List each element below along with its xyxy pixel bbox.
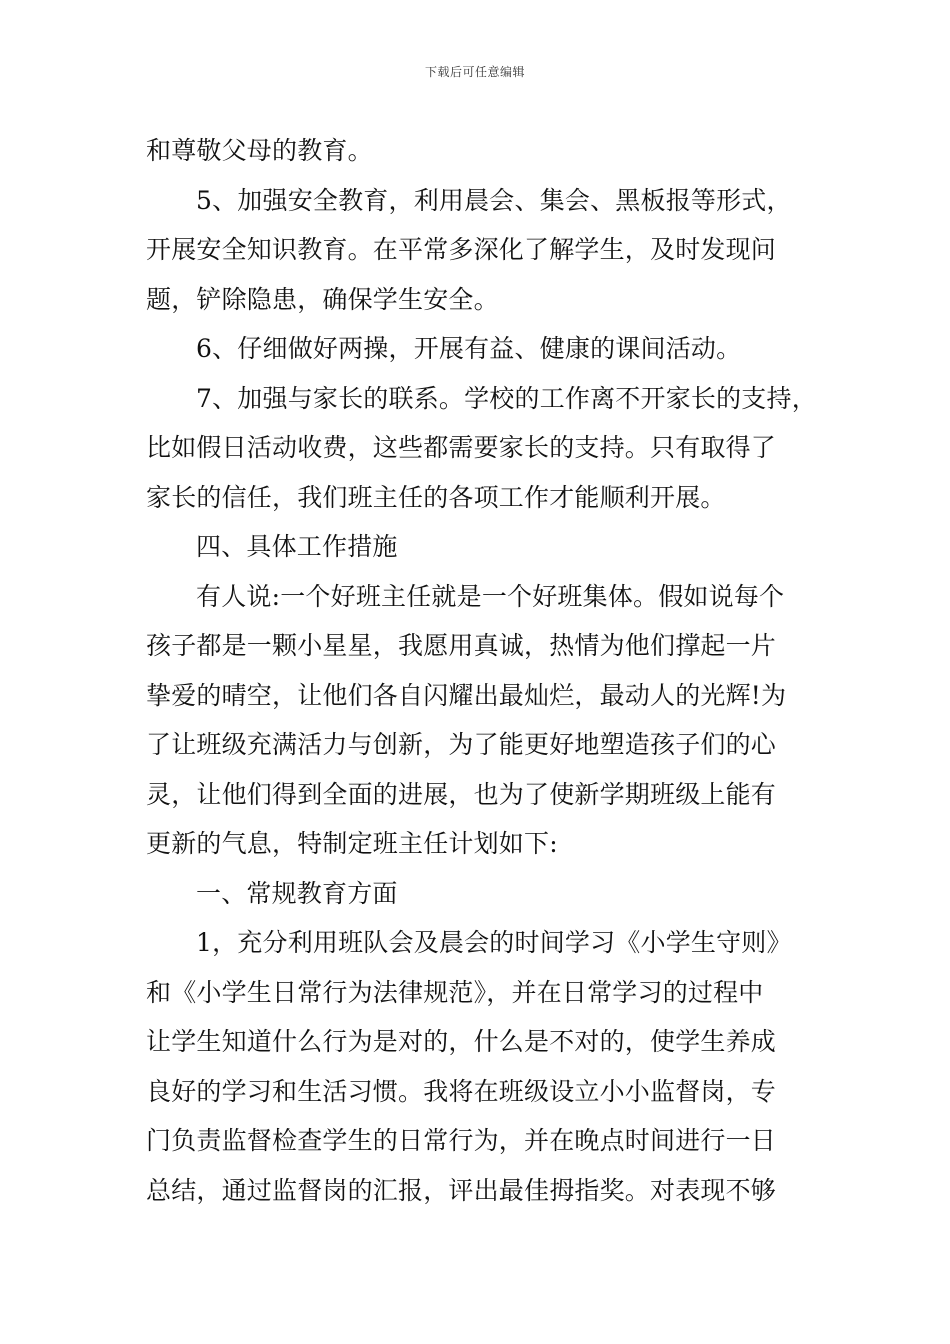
text-line: 1，充分利用班队会及晨会的时间学习《小学生守则》 — [196, 928, 792, 957]
section-heading: 一、常规教育方面 — [196, 878, 398, 908]
text-line: 7、加强与家长的联系。学校的工作离不开家长的支持， — [196, 383, 817, 413]
text-line: 孩子都是一颗小星星，我愿用真诚，热情为他们撑起一片 — [146, 631, 777, 660]
text-line: 让学生知道什么行为是对的，什么是不对的，使学生养成 — [146, 1027, 777, 1056]
text-line: 挚爱的晴空，让他们各自闪耀出最灿烂，最动人的光辉!为 — [146, 680, 787, 710]
text-line: 和尊敬父母的教育。 — [146, 136, 373, 165]
page-header-note: 下载后可任意编辑 — [424, 65, 525, 79]
text-line: 了让班级充满活力与创新，为了能更好地塑造孩子们的心 — [146, 730, 777, 759]
text-line: 总结，通过监督岗的汇报，评出最佳拇指奖。对表现不够 — [146, 1175, 777, 1205]
text-line: 良好的学习和生活习惯。我将在班级设立小小监督岗，专 — [146, 1076, 777, 1106]
text-line: 有人说:一个好班主任就是一个好班集体。假如说每个 — [196, 581, 785, 611]
text-line: 灵，让他们得到全面的进展，也为了使新学期班级上能有 — [146, 779, 777, 809]
section-heading: 四、具体工作措施 — [196, 532, 398, 561]
text-line: 5、加强安全教育，利用晨会、集会、黑板报等形式， — [196, 185, 792, 215]
text-line: 和《小学生日常行为法律规范》，并在日常学习的过程中 — [146, 977, 764, 1007]
document-body — [146, 126, 817, 1215]
text-line: 更新的气息，特制定班主任计划如下: — [146, 829, 558, 858]
text-line: 开展安全知识教育。在平常多深化了解学生，及时发现问 — [146, 235, 777, 264]
text-line: 门负责监督检查学生的日常行为，并在晚点时间进行一日 — [146, 1126, 777, 1155]
text-line: 6、仔细做好两操，开展有益、健康的课间活动。 — [196, 334, 742, 363]
text-line: 比如假日活动收费，这些都需要家长的支持。只有取得了 — [146, 433, 777, 462]
text-line: 家长的信任，我们班主任的各项工作才能顺利开展。 — [146, 482, 726, 512]
text-line: 题，铲除隐患，确保学生安全。 — [146, 284, 499, 314]
